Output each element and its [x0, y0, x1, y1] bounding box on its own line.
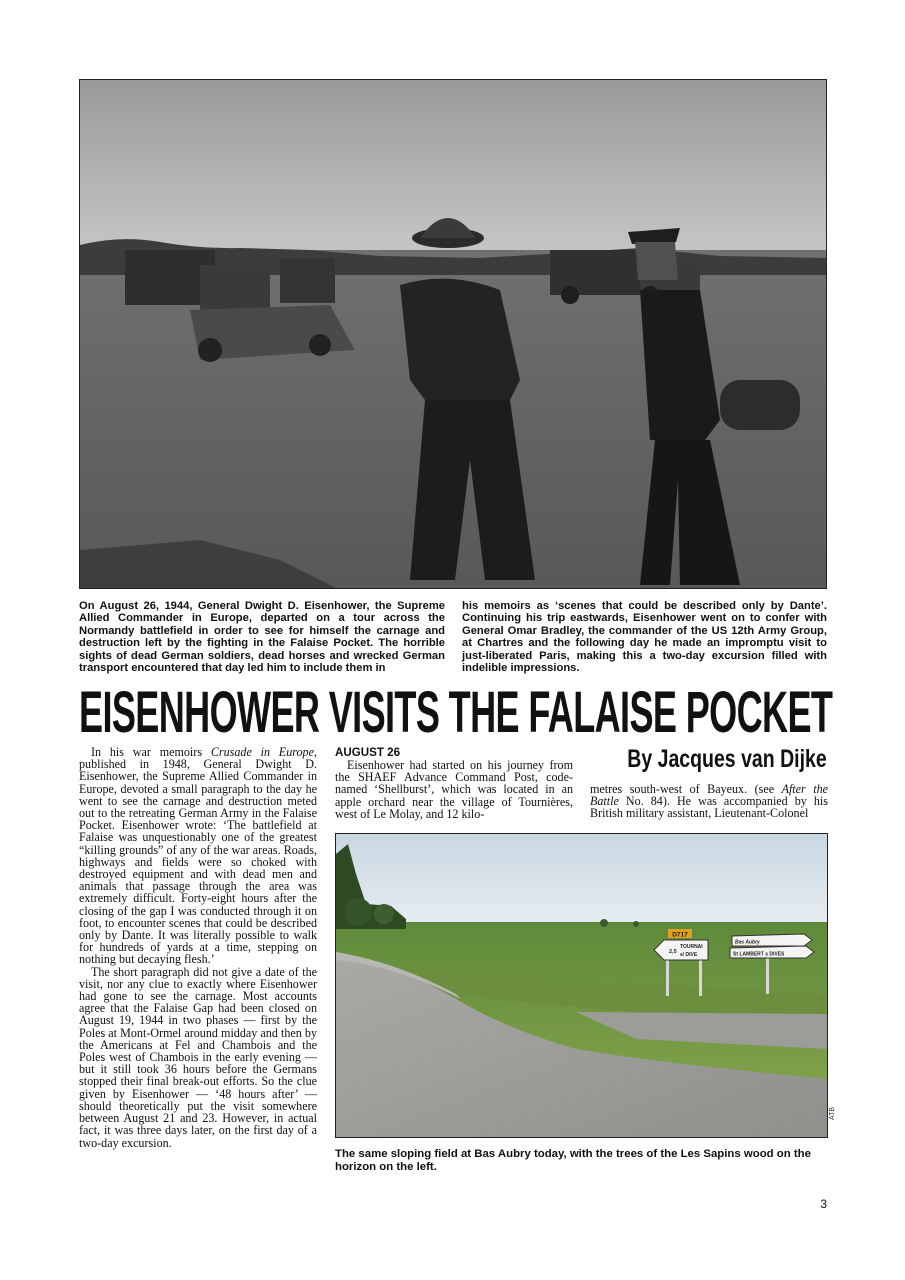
body-paragraph: metres south-west of Bayeux. (see After the Battle No. 84). He was accompanied by his British military assistant, Lieutenant-Colonel: [590, 782, 829, 821]
section-subhead: AUGUST 26: [335, 746, 401, 759]
bottom-photo-caption: The same sloping field at Bas Aubry today, with the trees of the Les Sapins wood on the horizon on the left.: [335, 1148, 811, 1173]
author-byline: By Jacques van Dijke: [627, 745, 827, 773]
sign-left-line1: TOURNAI: [680, 944, 703, 950]
top-photo-caption-part1: On August 26, 1944, General Dwight D. Eisenhower, the Supreme Allied Commander in Europe, departed on a tour across the Normandy battlefield in order to see for himself the carnage and destruction left by the fighting in the Falaise Pocket. The horrible sights of dead German soldiers, dead horses and wrecked German transport encountered that day led him to include them in: [79, 600, 445, 675]
modern-field-photo-illustration: [336, 834, 828, 1138]
page-number: 3: [820, 1197, 827, 1211]
photo-credit: ATB: [829, 1106, 836, 1120]
bottom-photo: [335, 833, 828, 1138]
sign-left-line2: s/ DIVE: [680, 952, 698, 958]
sign-left-distance: 2,5: [669, 949, 677, 955]
article-headline: EISENHOWER VISITS THE FALAISE POCKET: [79, 680, 833, 745]
top-photo-caption-part2: his memoirs as ‘scenes that could be described only by Dante’. Continuing his trip eastwards, Eisenhower went on to confer with General Omar Bradley, the commander of the US 12th Army Group, at Chartres and the following day he made an impromptu visit to just-liberated Paris, making this a two-day excursion filled with indelible impressions.: [462, 600, 827, 675]
body-paragraph: In his war memoirs Crusade in Europe, published in 1948, General Dwight D. Eisenhower, the Supreme Allied Commander in Europe, devoted a small paragraph to the day he went to see the carnage and destruction meted out to the retreating German Army in the Falaise Pocket. Eisenhower wrote: ‘The battlefield at Falaise was unquestionably one of the greatest “killing grounds” of any of the war areas. Roads, highways and fields were so choked with destroyed equipment and with dead men and animals that passage through the area was extremely difficult. Forty-eight hours after the closing of the gap I was conducted through it on foot, to encounter scenes that could be described only by Dante. It was literally possible to walk for hundreds of yards at a time, stepping on nothing but decaying flesh.’: [79, 745, 317, 967]
body-column-2: [335, 746, 573, 820]
sign-right-line1: Bas Aubry: [735, 939, 760, 946]
road-number-label: D717: [672, 931, 688, 939]
body-column-3: [590, 783, 828, 820]
sign-right-line2: St LAMBERT s DIVES: [733, 951, 785, 958]
magazine-title: After the Battle: [590, 782, 829, 809]
body-column-1: [79, 746, 317, 1149]
body-paragraph: The short paragraph did not give a date of the visit, nor any clue to exactly where Eisenhower had gone to see the carnage. Most accounts agree that the Falaise Gap had been closed on August 19, 1944 in two phases — first by the Poles at Mont-Ormel around midday and then by the Americans at Fel and Chambois and the Poles west of Chambois in the early evening — but it still took 36 hours before the Germans stopped their final break-out efforts. So the clue given by Eisenhower — ‘48 hours after’ — should theoretically put the visit somewhere between August 21 and 23. However, in actual fact, it was three days later, on the first day of a two-day excursion.: [79, 964, 317, 1150]
body-paragraph: Eisenhower had started on his journey from the SHAEF Advance Command Post, code-named ‘Shellburst’, which was located in an apple orchard near the village of Tournières, west of Le Molay, and 12 kilo-: [335, 758, 573, 821]
battlefield-photo-illustration: [80, 80, 827, 589]
top-photo: [79, 79, 827, 589]
book-title: Crusade in Europe: [210, 745, 314, 759]
